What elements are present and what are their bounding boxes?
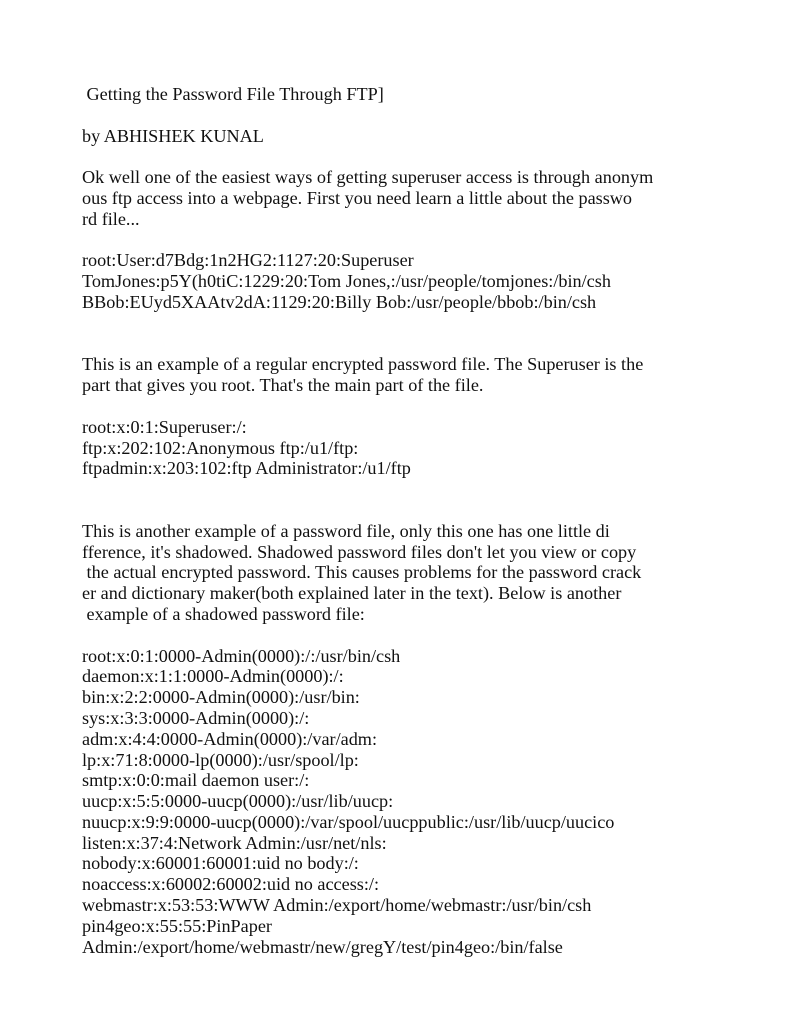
text-line: the actual encrypted password. This causes problems for the password crack xyxy=(82,562,642,583)
code-line: TomJones:p5Y(h0tiC:1229:20:Tom Jones,:/usr/people/tomjones:/bin/csh xyxy=(82,271,611,292)
text-line: er and dictionary maker(both explained later in the text). Below is another xyxy=(82,583,622,604)
spacer xyxy=(82,230,762,251)
code-line: webmastr:x:53:53:WWW Admin:/export/home/webmastr:/usr/bin/csh xyxy=(82,895,592,916)
spacer xyxy=(82,334,762,355)
spacer xyxy=(82,500,762,521)
intro-paragraph xyxy=(82,167,762,229)
code-line: Admin:/export/home/webmastr/new/gregY/test/pin4geo:/bin/false xyxy=(82,936,563,957)
code-line: root:x:0:1:0000-Admin(0000):/:/usr/bin/csh xyxy=(82,645,401,666)
text-line: Ok well one of the easiest ways of getting superuser access is through anonym xyxy=(82,167,654,188)
shadowed-passwd-example xyxy=(82,646,762,958)
code-line: uucp:x:5:5:0000-uucp(0000):/usr/lib/uucp: xyxy=(82,791,394,812)
byline: by ABHISHEK KUNAL xyxy=(82,125,264,146)
text-line: ous ftp access into a webpage. First you need learn a little about the passwo xyxy=(82,187,633,208)
text-line: example of a shadowed password file: xyxy=(82,603,365,624)
code-line: adm:x:4:4:0000-Admin(0000):/var/adm: xyxy=(82,728,377,749)
spacer xyxy=(82,396,762,417)
spacer xyxy=(82,479,762,500)
code-line: daemon:x:1:1:0000-Admin(0000):/: xyxy=(82,666,344,687)
code-line: listen:x:37:4:Network Admin:/usr/net/nls: xyxy=(82,832,387,853)
text-line: rd file... xyxy=(82,208,140,229)
spacer xyxy=(82,146,762,167)
code-line: BBob:EUyd5XAAtv2dA:1129:20:Billy Bob:/usr/people/bbob:/bin/csh xyxy=(82,291,597,312)
code-line: nobody:x:60001:60001:uid no body:/: xyxy=(82,853,359,874)
encrypted-passwd-example xyxy=(82,250,762,312)
code-line: sys:x:3:3:0000-Admin(0000):/: xyxy=(82,707,310,728)
code-line: ftp:x:202:102:Anonymous ftp:/u1/ftp: xyxy=(82,437,359,458)
document-page xyxy=(82,84,762,957)
code-line: pin4geo:x:55:55:PinPaper xyxy=(82,915,272,936)
regular-file-paragraph xyxy=(82,354,762,396)
document-title: Getting the Password File Through FTP] xyxy=(82,84,384,104)
code-line: lp:x:71:8:0000-lp(0000):/usr/spool/lp: xyxy=(82,749,359,770)
spacer xyxy=(82,105,762,126)
code-line: nuucp:x:9:9:0000-uucp(0000):/var/spool/uucppublic:/usr/lib/uucp/uucico xyxy=(82,811,615,832)
text-line: part that gives you root. That's the main part of the file. xyxy=(82,375,484,396)
code-line: bin:x:2:2:0000-Admin(0000):/usr/bin: xyxy=(82,687,360,708)
code-line: noaccess:x:60002:60002:uid no access:/: xyxy=(82,874,380,895)
code-line: root:User:d7Bdg:1n2HG2:1127:20:Superuser xyxy=(82,250,414,271)
code-line: ftpadmin:x:203:102:ftp Administrator:/u1/ftp xyxy=(82,458,411,479)
text-line: fference, it's shadowed. Shadowed password files don't let you view or copy xyxy=(82,541,637,562)
text-line: This is an example of a regular encrypted password file. The Superuser is the xyxy=(82,354,644,375)
text-line: This is another example of a password file, only this one has one little di xyxy=(82,520,610,541)
spacer xyxy=(82,313,762,334)
spacer xyxy=(82,625,762,646)
shadowed-file-paragraph xyxy=(82,521,762,625)
code-line: smtp:x:0:0:mail daemon user:/: xyxy=(82,770,310,791)
ftp-passwd-example xyxy=(82,417,762,479)
code-line: root:x:0:1:Superuser:/: xyxy=(82,416,247,437)
